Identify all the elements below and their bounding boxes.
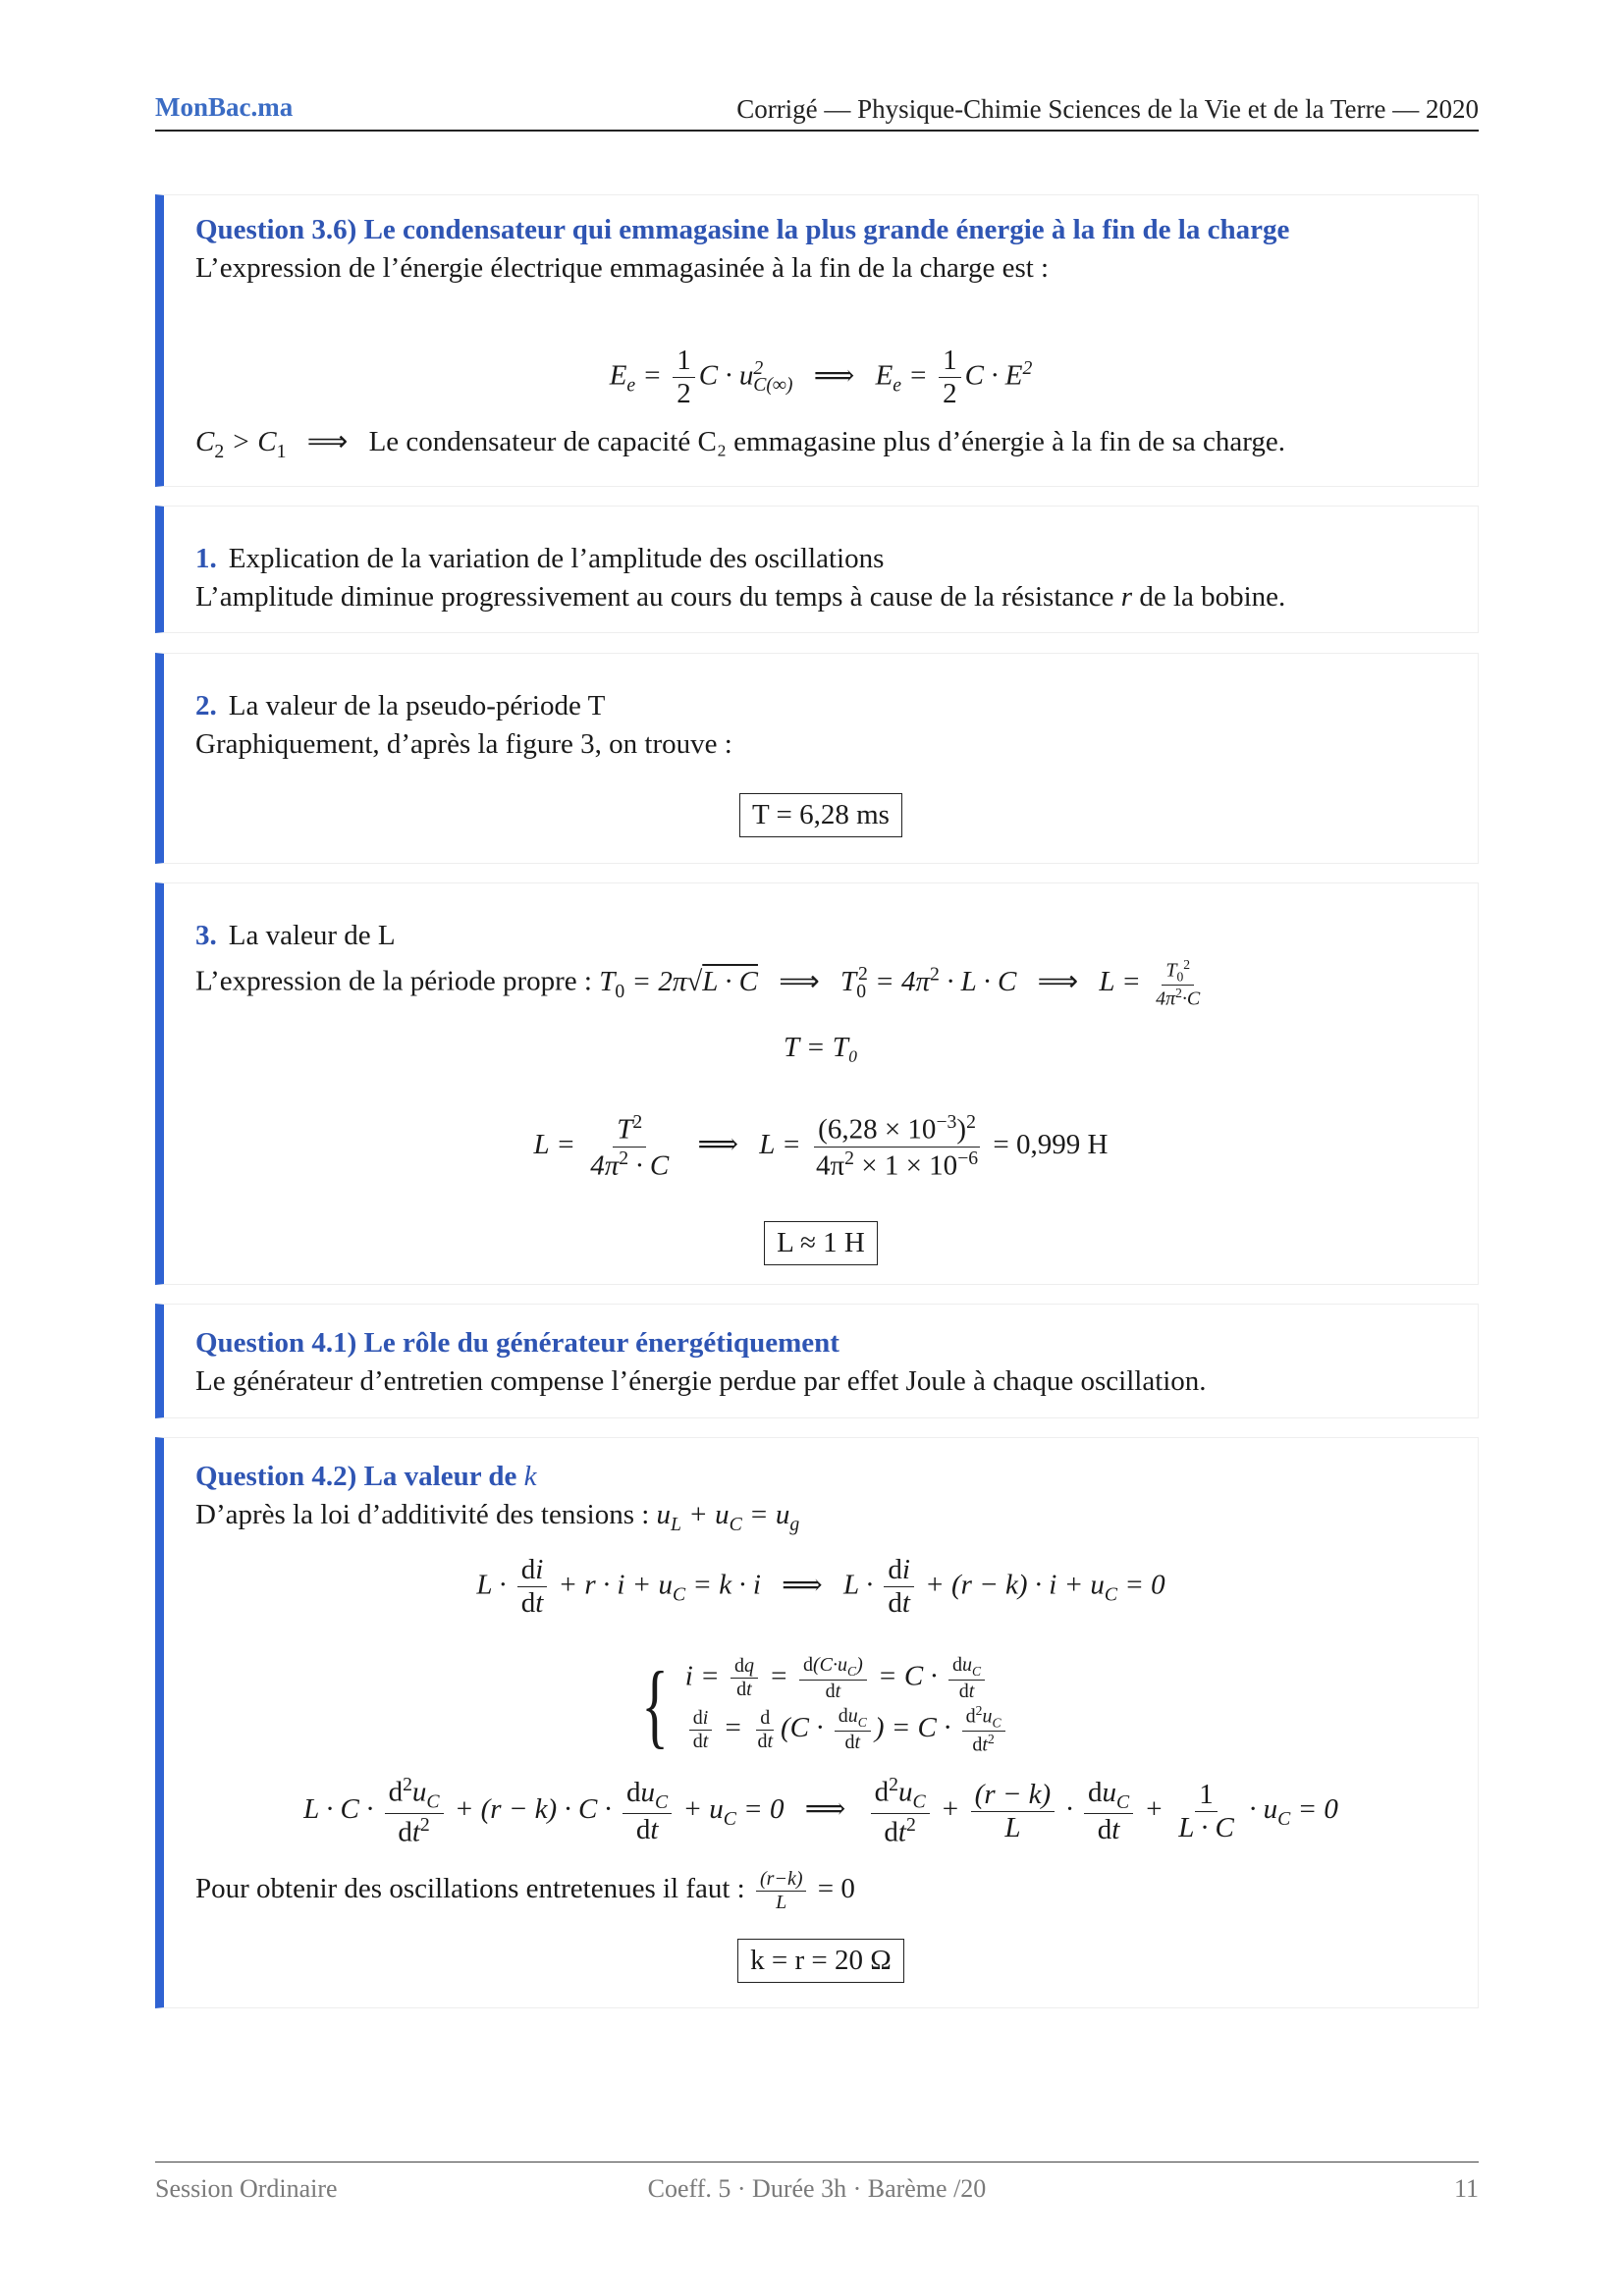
period-equality: T = T₀ xyxy=(784,1032,858,1063)
result-box: T = 6,28 ms xyxy=(739,793,902,837)
question-title: Question 4.1) Le rôle du générateur énergétiquement xyxy=(195,1327,839,1359)
question-text: Le générateur d’entretien compense l’énergie perdue par effet Joule à chaque oscillation. xyxy=(195,1365,1207,1397)
section-text: L’amplitude diminue progressivement au cours du temps à cause de la résistance r de la bobine. xyxy=(195,581,1286,613)
page-header xyxy=(155,90,1479,132)
session-label: Session Ordinaire xyxy=(155,2174,338,2203)
brand-logo[interactable]: MonBac.ma xyxy=(155,92,294,122)
current-system: { i = $\frac{dq}{dt}$ = $\frac{d(C\cdot u_C)}{dt}$ = C · $\frac{du_C}{dt}$ $\frac{di}{dt}$ = $\frac{d}{dt}$ (C · $\frac{du_C}{dt}$ ) = C · $\frac{d^2u_C}{dt^2}$ xyxy=(164,1654,1478,1757)
exam-info: Coeff. 5 · Durée 3h · Barème /20 xyxy=(647,2174,987,2203)
section-1-box xyxy=(155,506,1479,633)
conclusion-line: $C_2 > C_1$ ⟹ Le condensateur de capacité C₂ emmagasine plus d’énergie à la fin de sa charge. xyxy=(195,426,1285,462)
section-title: La valeur de L xyxy=(228,920,396,951)
question-title: Question 3.6) Le condensateur qui emmagasine la plus grande énergie à la fin de la charge xyxy=(195,214,1290,245)
differential-equation: L · C · $\frac{d^2u_C}{dt^2}$ + (r − k) · C · $\frac{du_C}{dt}$ + $u_C = 0$ ⟹ $\frac{d^2u_C}{dt^2}$ + $\frac{(r - k)}{L}$ · $\frac{du_C}{dt}$ + $\frac{1}{L \cdot C}$ · $u_C = 0$ xyxy=(303,1774,1338,1848)
document-title: Corrigé — Physique-Chimie Sciences de la Vie et de la Terre — 2020 xyxy=(736,94,1479,124)
section-title: La valeur de la pseudo-période T xyxy=(228,690,606,721)
section-title: Explication de la variation de l’amplitude des oscillations xyxy=(228,543,885,574)
energy-equation: $E_e$ = $\frac{1}{2}$ $C \cdot u^2_{C(\infty)}$ ⟹ $E_e$ = $\frac{1}{2}$ $C \cdot E^2$ xyxy=(609,345,1033,410)
section-number: 3. xyxy=(195,920,217,951)
question-4-2-box xyxy=(155,1437,1479,2008)
section-2-box xyxy=(155,653,1479,864)
question-3-6-box xyxy=(155,194,1479,487)
page-number: 11 xyxy=(1453,2174,1479,2203)
inductance-calculation: L = $\frac{T^2}{4\pi^2 \cdot C}$ ⟹ L = $\frac{(6,28 \times 10^{-3})^2}{4\pi^2 \times 1 \times 10^{-6}}$ = 0,999 H xyxy=(533,1111,1109,1182)
circuit-equation: L · $\frac{di}{dt}$ + $r \cdot i + u_C = k \cdot i$ ⟹ L · $\frac{di}{dt}$ + $(r - k) \cdot i + u_C = 0$ xyxy=(476,1554,1165,1620)
section-3-box xyxy=(155,882,1479,1285)
section-text: Graphiquement, d’après la figure 3, on trouve : xyxy=(195,728,732,760)
page-footer xyxy=(155,2162,1479,2221)
result-box: L ≈ 1 H xyxy=(764,1221,878,1265)
question-4-1-box xyxy=(155,1304,1479,1418)
result-box: k = r = 20 Ω xyxy=(737,1939,904,1983)
additivity-line: D’après la loi d’additivité des tensions : $u_L + u_C = u_g$ xyxy=(195,1499,800,1535)
question-intro: L’expression de l’énergie électrique emmagasinée à la fin de la charge est : xyxy=(195,252,1050,284)
section-number: 1. xyxy=(195,543,217,574)
section-number: 2. xyxy=(195,690,217,721)
condition-line: Pour obtenir des oscillations entretenues il faut : $\frac{(r-k)}{L}$ = 0 xyxy=(195,1868,855,1913)
question-title: Question 4.2) La valeur de k xyxy=(195,1461,537,1492)
period-line: L’expression de la période propre : $T_0 = 2\pi√L \cdot C$ ⟹ $T_0^2 = 4\pi^2 \cdot L \cdot C$ ⟹ L = $\frac{T_0^2}{4\pi^2\cdot C}$ xyxy=(195,956,1201,1010)
conclusion-text: Le condensateur de capacité C₂ emmagasine plus d’énergie à la fin de sa charge. xyxy=(368,426,1285,457)
